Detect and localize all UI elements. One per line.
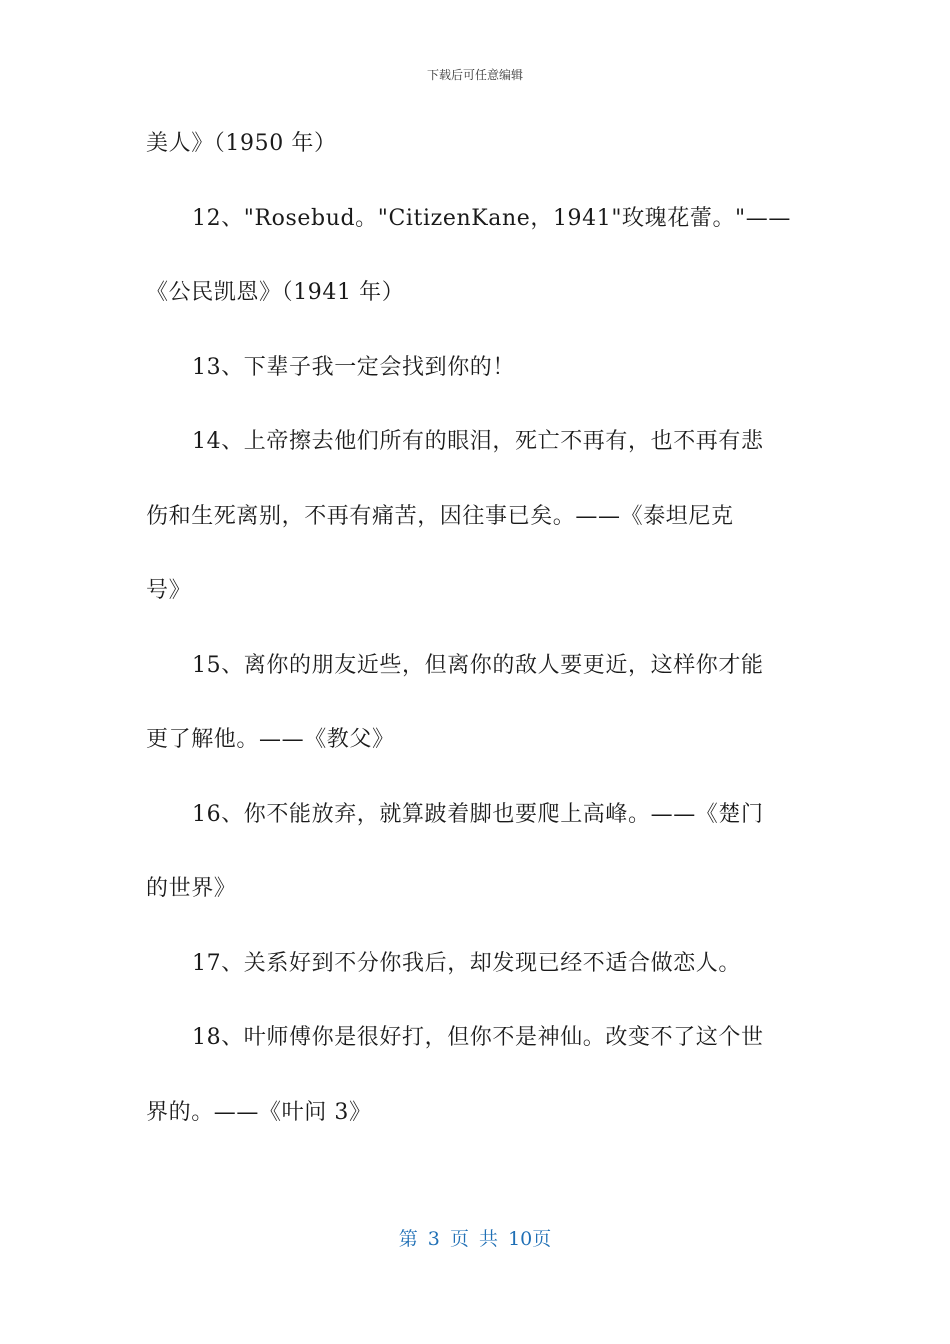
text-line: 17、关系好到不分你我后，却发现已经不适合做恋人。 (192, 950, 741, 976)
footer-total-pages: 10页 (508, 1228, 552, 1250)
text-line: 号》 (146, 578, 192, 603)
text-line: 更了解他。——《教父》 (146, 727, 395, 752)
page-footer (0, 1224, 950, 1251)
text-line: 13、下辈子我一定会找到你的！ (192, 354, 515, 380)
document-body (146, 118, 796, 1161)
text-line: 12、"Rosebud。"CitizenKane，1941"玫瑰花蕾。"—— (192, 205, 791, 231)
footer-label-ye: 页 (449, 1228, 469, 1250)
text-line: 的世界》 (146, 876, 237, 901)
footer-current-page: 3 (427, 1228, 440, 1250)
text-line: 18、叶师傅你是很好打，但你不是神仙。改变不了这个世 (192, 1025, 764, 1050)
text-line: 界的。——《叶问 3》 (146, 1099, 372, 1125)
footer-label-gong: 共 (479, 1228, 499, 1250)
text-line: 伤和生死离别，不再有痛苦，因往事已矣。——《泰坦尼克 (146, 503, 734, 529)
text-line: 15、离你的朋友近些，但离你的敌人要更近，这样你才能 (192, 652, 764, 678)
text-line: 美人》（1950 年） (146, 131, 337, 156)
footer-label-di: 第 (398, 1228, 418, 1250)
page-header: 下载后可任意编辑 (426, 68, 523, 82)
text-line: 14、上帝擦去他们所有的眼泪，死亡不再有，也不再有悲 (192, 429, 764, 454)
text-line: 16、你不能放弃，就算跛着脚也要爬上高峰。——《楚门 (192, 801, 764, 827)
text-line: 《公民凯恩》（1941 年） (146, 280, 405, 305)
